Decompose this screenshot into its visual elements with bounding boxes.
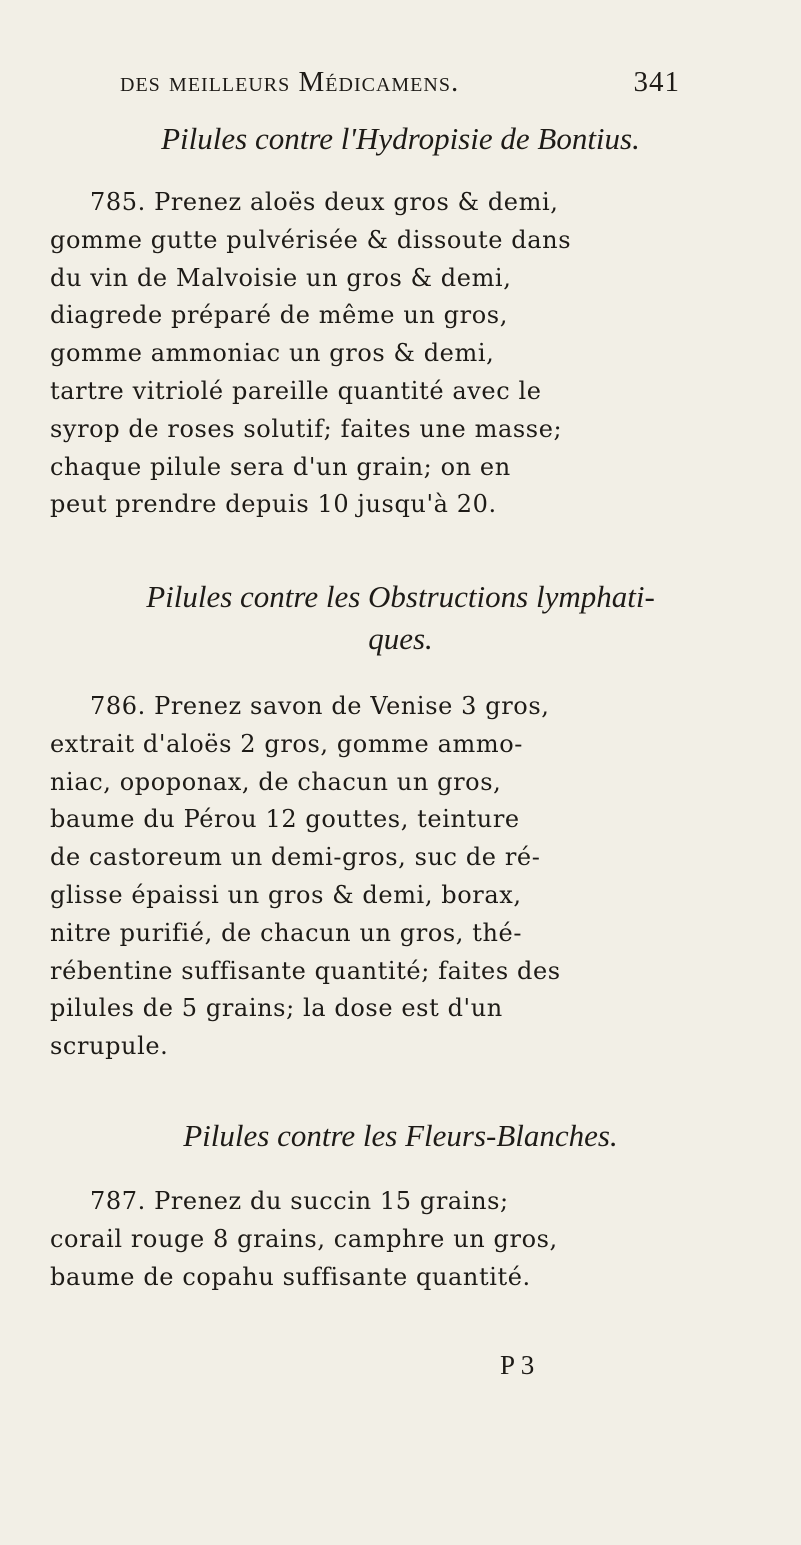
recipe-787 — [50, 1183, 750, 1296]
text-line: chaque pilule sera d'un grain; on en — [50, 452, 511, 481]
text-line: gomme ammoniac un gros & demi, — [50, 339, 495, 368]
text-line: diagrede préparé de même un gros, — [50, 301, 508, 330]
text-line: pilules de 5 grains; la dose est d'un — [50, 994, 503, 1023]
text-line: glisse épaissi un gros & demi, borax, — [50, 880, 522, 909]
text-line: syrop de roses solutif; faites une masse; — [50, 414, 563, 443]
running-head-title: des meilleurs Médicamens. — [120, 66, 460, 98]
text-line: tartre vitriolé pareille quantité avec le — [50, 376, 542, 405]
recipe-785 — [50, 184, 750, 524]
section-heading-obstructions: Pilules contre les Obstructions lymphati- — [146, 579, 655, 614]
text-line: scrupule. — [50, 1032, 169, 1061]
text-line: nitre purifié, de chacun un gros, thé- — [50, 918, 523, 947]
section-heading-hydropisie: Pilules contre l'Hydropisie de Bontius. — [161, 121, 640, 156]
text-line: du vin de Malvoisie un gros & demi, — [50, 263, 512, 292]
running-head — [120, 66, 680, 99]
page-number: 341 — [633, 66, 680, 98]
text-line: de castoreum un demi-gros, suc de ré- — [50, 843, 541, 872]
section-heading-fleurs-blanches: Pilules contre les Fleurs-Blanches. — [183, 1118, 618, 1153]
text-line: baume de copahu suffisante quantité. — [50, 1262, 531, 1291]
text-line: rébentine suffisante quantité; faites des — [50, 956, 561, 985]
text-line: extrait d'aloës 2 gros, gomme ammo- — [50, 729, 523, 758]
text-line: corail rouge 8 grains, camphre un gros, — [50, 1224, 558, 1253]
signature-mark: P 3 — [500, 1350, 535, 1380]
text-line: gomme gutte pulvérisée & dissoute dans — [50, 225, 572, 254]
text-line: baume du Pérou 12 gouttes, teinture — [50, 805, 520, 834]
text-line: 785. Prenez aloës deux gros & demi, — [90, 188, 559, 216]
recipe-786 — [50, 688, 750, 1066]
text-line: peut prendre depuis 10 jusqu'à 20. — [50, 490, 497, 519]
text-line: 786. Prenez savon de Venise 3 gros, — [90, 692, 550, 720]
text-line: niac, opoponax, de chacun un gros, — [50, 767, 502, 796]
text-line: 787. Prenez du succin 15 grains; — [90, 1187, 509, 1215]
section-heading-obstructions-cont: ques. — [368, 621, 433, 656]
